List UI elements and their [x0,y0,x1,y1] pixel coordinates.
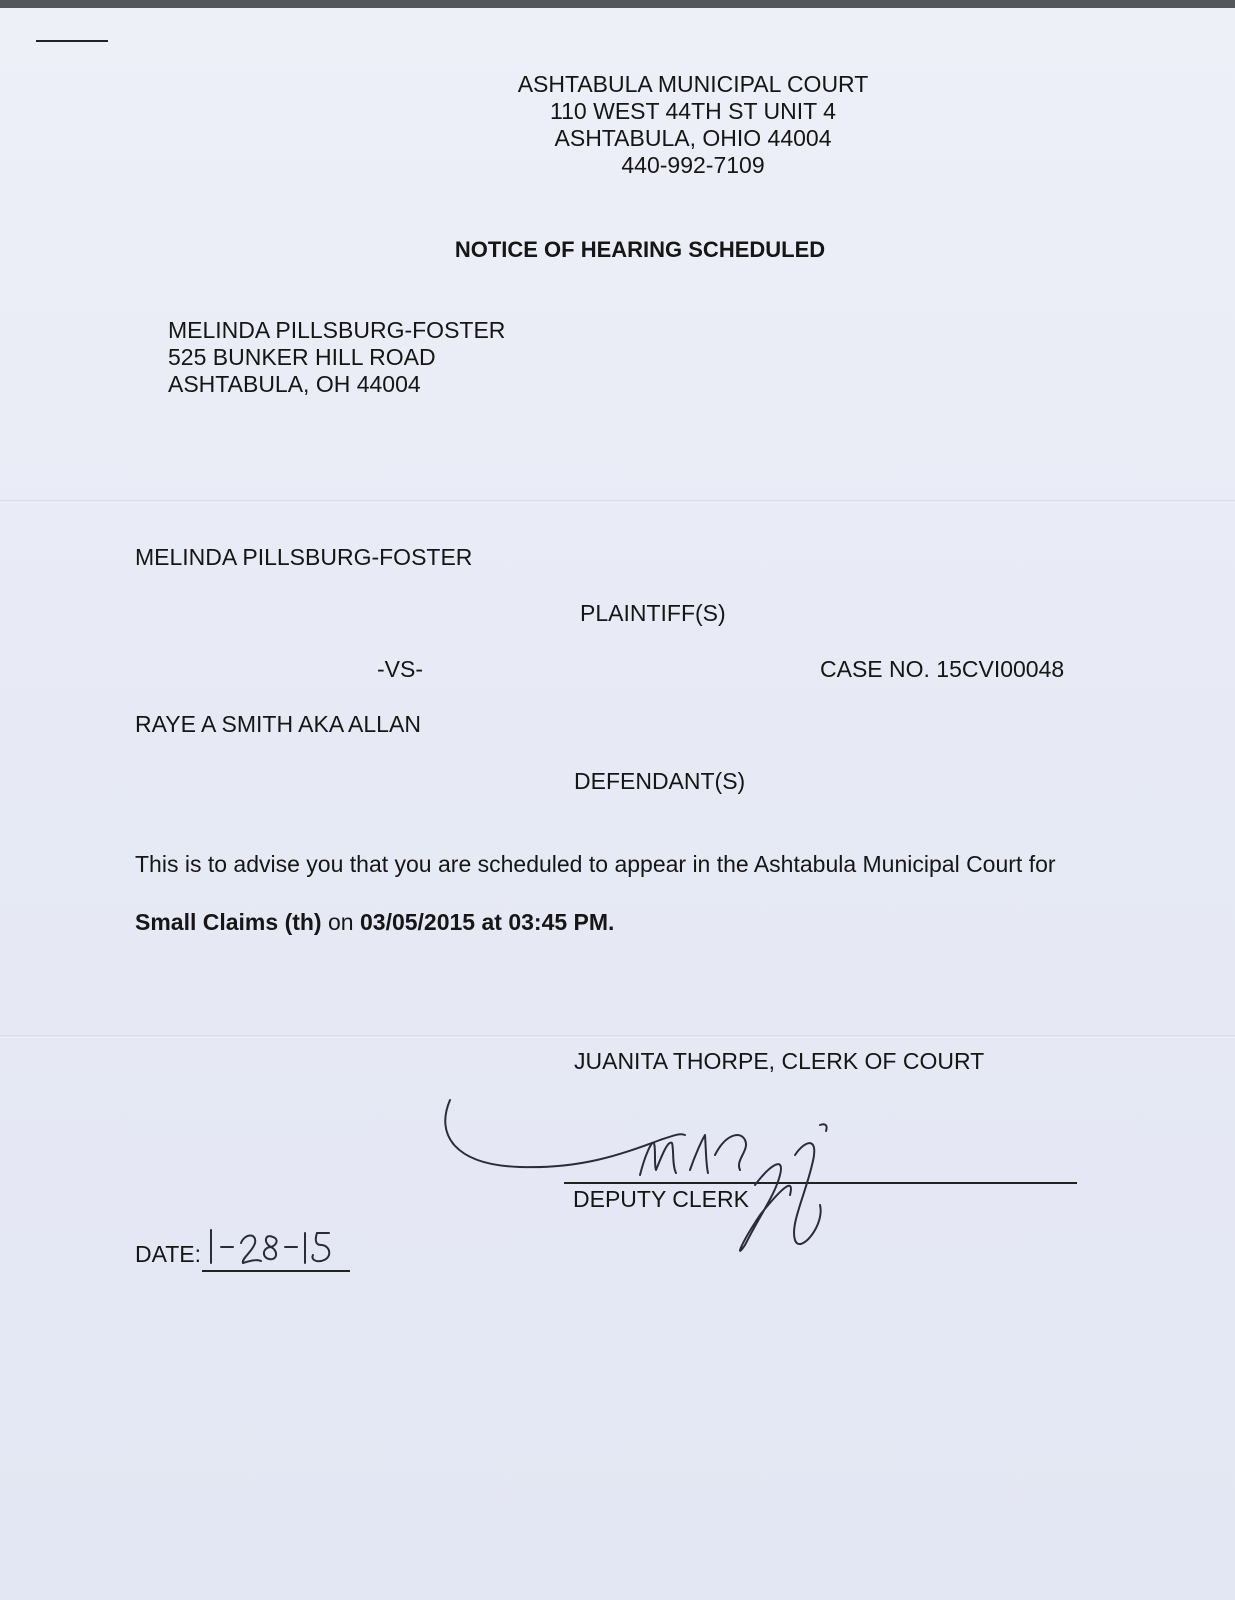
recipient-street: 525 BUNKER HILL ROAD [168,344,436,370]
versus-label: -VS- [377,656,423,682]
handwritten-date [205,1225,345,1270]
advise-paragraph: This is to advise you that you are scheduled to appear in the Ashtabula Municipal Court for [135,851,1056,877]
court-name: ASHTABULA MUNICIPAL COURT [517,71,869,97]
defendant-label: DEFENDANT(S) [574,768,746,794]
hearing-type: Small Claims (th) [135,909,322,935]
court-city: ASHTABULA, OHIO 44004 [554,125,832,151]
case-number: CASE NO. 15CVI00048 [820,656,1065,682]
date-label: DATE: [135,1241,202,1267]
corner-dash-mark [36,40,108,42]
court-street: 110 WEST 44TH ST UNIT 4 [550,98,836,124]
paper-fold-line [0,500,1235,503]
clerk-title: JUANITA THORPE, CLERK OF COURT [574,1048,985,1074]
plaintiff-label: PLAINTIFF(S) [580,600,726,626]
recipient-city: ASHTABULA, OH 44004 [168,371,421,397]
deputy-clerk-label: DEPUTY CLERK [573,1186,749,1212]
recipient-name: MELINDA PILLSBURG-FOSTER [168,317,506,343]
on-word: on [321,909,360,935]
notice-title: NOTICE OF HEARING SCHEDULED [454,237,826,262]
deputy-signature [440,1095,900,1275]
plaintiff-name: MELINDA PILLSBURG-FOSTER [135,544,473,570]
scan-top-edge [0,0,1235,8]
court-phone: 440-992-7109 [621,152,765,178]
date-line [202,1270,350,1272]
paper-fold-line [0,1035,1235,1038]
hearing-line [135,908,614,936]
defendant-name: RAYE A SMITH AKA ALLAN [135,711,421,737]
hearing-datetime: 03/05/2015 at 03:45 PM. [359,909,615,935]
